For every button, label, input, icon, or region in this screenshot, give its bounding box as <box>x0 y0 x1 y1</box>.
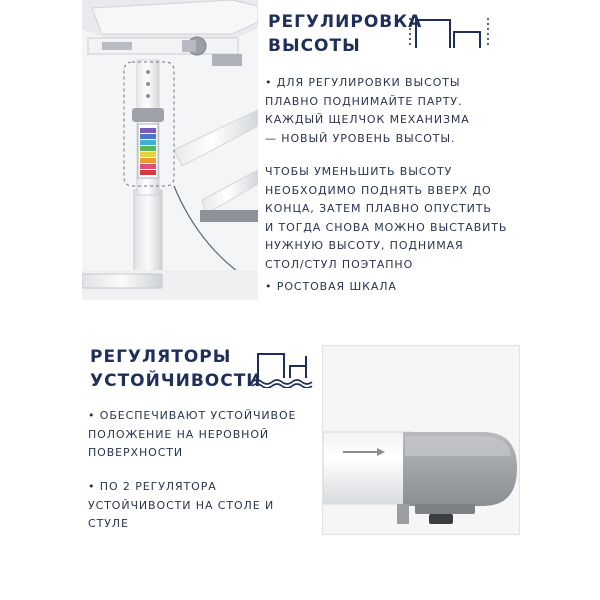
height-paragraph-line4: И ТОГДА СНОВА МОЖНО ВЫСТАВИТЬ <box>265 220 508 234</box>
stability-section-title <box>90 345 262 393</box>
height-bullet1-line2: ПЛАВНО ПОДНИМАЙТЕ ПАРТУ. <box>265 94 463 108</box>
desk-chair-height-icon <box>406 14 496 50</box>
height-bullet1-line3: КАЖДЫЙ ЩЕЛЧОК МЕХАНИЗМА <box>265 113 470 126</box>
stability-bullet2-line3: СТУЛЕ <box>88 517 129 530</box>
stability-bullet1-line1: • ОБЕСПЕЧИВАЮТ УСТОЙЧИВОЕ <box>88 409 297 422</box>
height-paragraph-line6: СТОЛ/СТУЛ ПОЭТАПНО <box>265 257 414 271</box>
height-title-line1: РЕГУЛИРОВКА <box>268 12 423 32</box>
stability-bullet1-line3: ПОВЕРХНОСТИ <box>88 446 184 459</box>
height-paragraph-line5: НУЖНУЮ ВЫСОТУ, ПОДНИМАЯ <box>265 239 464 252</box>
stability-bullet2-line1: • ПО 2 РЕГУЛЯТОРА <box>88 480 217 493</box>
height-mechanism-photo <box>82 0 258 300</box>
stabilizer-foot-illustration <box>323 346 519 534</box>
height-paragraph-line3: КОНЦА, ЗАТЕМ ПЛАВНО ОПУСТИТЬ <box>265 202 492 215</box>
stability-bullet-count <box>88 478 274 534</box>
stability-title-line1: РЕГУЛЯТОРЫ <box>90 347 232 367</box>
height-bullet-scale: • РОСТОВАЯ ШКАЛА <box>265 280 397 293</box>
height-paragraph-line2: НЕОБХОДИМО ПОДНЯТЬ ВВЕРХ ДО <box>265 183 492 197</box>
stability-title-line2: УСТОЙЧИВОСТИ <box>90 371 262 391</box>
height-title-line2: ВЫСОТЫ <box>268 36 361 56</box>
stability-bullet-even <box>88 407 296 463</box>
stabilizer-photo <box>322 345 520 535</box>
height-section-title <box>268 10 422 58</box>
height-bullet1-line1: • ДЛЯ РЕГУЛИРОВКИ ВЫСОТЫ <box>265 76 461 89</box>
height-bullet1-line4: — НОВЫЙ УРОВЕНЬ ВЫСОТЫ. <box>265 131 456 145</box>
height-paragraph-line1: ЧТОБЫ УМЕНЬШИТЬ ВЫСОТУ <box>265 165 453 178</box>
desk-chair-stability-icon <box>252 348 314 388</box>
stability-bullet2-line2: УСТОЙЧИВОСТИ НА СТОЛЕ И <box>88 498 275 512</box>
desk-leg-illustration <box>82 0 258 300</box>
height-bullet-adjust <box>265 74 470 148</box>
stability-bullet1-line2: ПОЛОЖЕНИЕ НА НЕРОВНОЙ <box>88 427 270 441</box>
height-paragraph <box>265 163 507 274</box>
